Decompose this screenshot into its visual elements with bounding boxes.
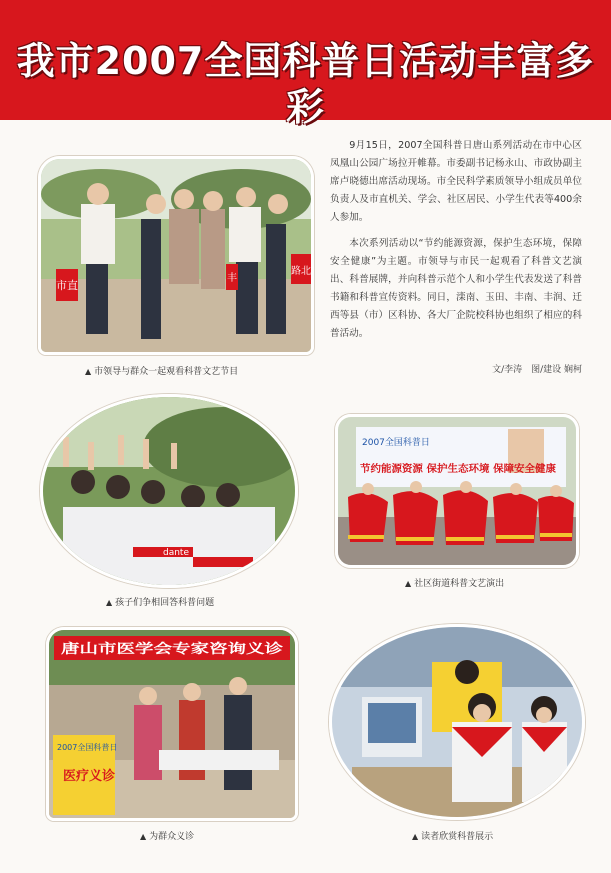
header-banner bbox=[0, 0, 611, 129]
caption-officials: ▲ 市领导与群众一起观看科普文艺节目 bbox=[85, 367, 239, 377]
caption-children: ▲ 孩子们争相回答科普问题 bbox=[106, 598, 215, 608]
article-byline: 文/李涛 图/建设 娴柯 bbox=[492, 365, 582, 375]
caption-clinic: ▲ 为群众义诊 bbox=[140, 832, 195, 842]
banner-top-text: 2007全国科普日 bbox=[362, 438, 430, 448]
photo-free-clinic bbox=[46, 627, 298, 821]
article-paragraph-1: 9月15日，2007全国科普日唐山系列活动在市中心区凤凰山公园广场拉开帷幕。市委副书记杨永山、市政协副主席卢晓德出席活动现场。市全民科学素质领导小组成员单位负责人及市直机关、学会、社区居民、小学生代表等400余人参加。 bbox=[330, 140, 582, 223]
clinic-banner-text: 唐山市医学会专家咨询义诊 bbox=[61, 642, 218, 657]
triangle-icon: ▲ bbox=[106, 598, 113, 607]
photo-dance-performance bbox=[335, 414, 579, 568]
triangle-icon: ▲ bbox=[405, 579, 412, 588]
article-body bbox=[330, 137, 582, 351]
placard-2: 丰 bbox=[227, 273, 237, 284]
placard-1: 市直 bbox=[56, 279, 78, 292]
caption-exhibit: ▲ 读者欣赏科普展示 bbox=[412, 832, 494, 842]
banner-main-text: 节约能源资源 保护生态环境 保障安全健康 bbox=[360, 464, 547, 475]
placard-3: 路北 bbox=[291, 266, 311, 277]
photo-officials-watching bbox=[38, 156, 314, 355]
triangle-icon: ▲ bbox=[140, 832, 147, 841]
clinic-board-title: 2007全国科普日 bbox=[57, 743, 118, 752]
page-title: 我市2007全国科普日活动丰富多彩 bbox=[16, 39, 595, 129]
photo-children-answering bbox=[40, 394, 298, 588]
caption-dance: ▲ 社区街道科普文艺演出 bbox=[405, 579, 505, 589]
triangle-icon: ▲ bbox=[412, 832, 419, 841]
article-paragraph-2: 本次系列活动以“节约能源资源，保护生态环境，保障安全健康”为主题。市领导与市民一起观看了科普文艺演出、科普展牌，并向科普示范个人和小学生代表发送了科普书籍和科普宣传资料。同日，滦南、玉田、丰南、丰润、迁西等县（市）区科协、各大厂企院校科协也组织了相应的科普活动。 bbox=[330, 238, 582, 339]
photo-computer-exhibit bbox=[329, 624, 585, 820]
shirt-text: dante bbox=[163, 548, 189, 558]
triangle-icon: ▲ bbox=[85, 367, 92, 376]
clinic-board-main: 医疗义诊 bbox=[63, 769, 116, 784]
